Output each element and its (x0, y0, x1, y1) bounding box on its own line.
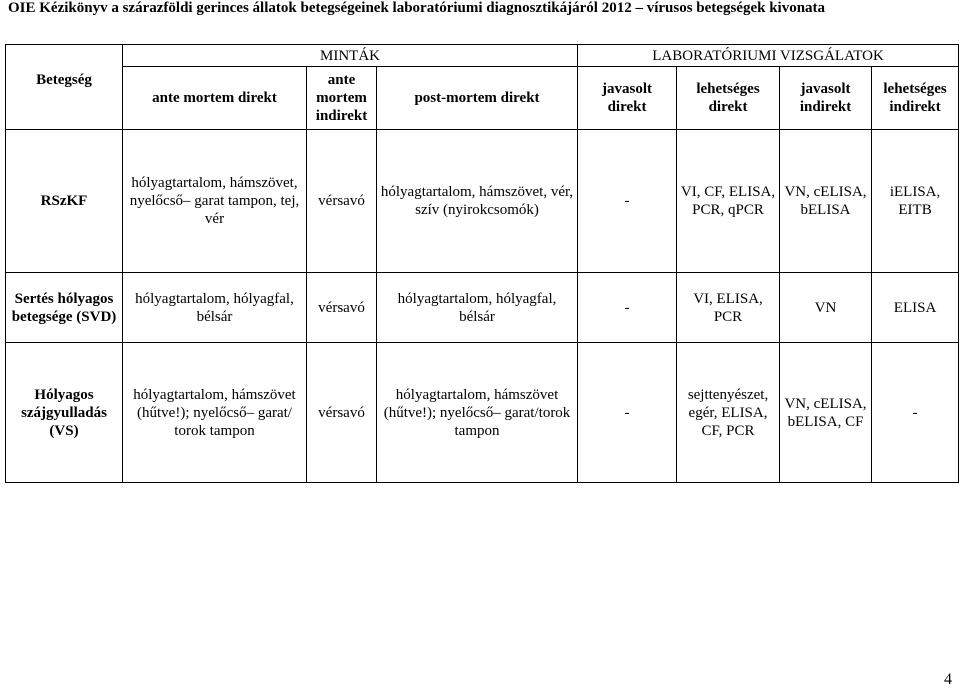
row-post-mortem-direct: hólyagtartalom, hámszövet (hűtve!); nyelőcső– garat/torok tampon (377, 343, 578, 483)
document-title: OIE Kézikönyv a szárazföldi gerinces állatok betegségeinek laboratóriumi diagnosztikájáról 2012 – vírusos betegségek kivonata (8, 0, 826, 16)
header-row-groups (6, 45, 959, 67)
header-recommended-indirect: javasolt indirekt (780, 67, 872, 130)
row-recommended-direct: - (578, 130, 677, 273)
row-recommended-indirect: VN, cELISA, bELISA (780, 130, 872, 273)
row-possible-indirect: - (872, 343, 959, 483)
page-number: 4 (944, 671, 952, 688)
header-row-columns (6, 67, 959, 130)
row-recommended-direct: - (578, 273, 677, 343)
row-post-mortem-direct: hólyagtartalom, hámszövet, vér, szív (nyirokcsomók) (377, 130, 578, 273)
header-lab-group: LABORATÓRIUMI VIZSGÁLATOK (578, 45, 959, 67)
diagnostics-table (5, 44, 959, 483)
row-possible-direct: sejttenyészet, egér, ELISA, CF, PCR (677, 343, 780, 483)
row-disease: RSzKF (6, 130, 123, 273)
row-possible-indirect: iELISA, EITB (872, 130, 959, 273)
row-ante-mortem-indirect: vérsavó (307, 130, 377, 273)
row-ante-mortem-direct: hólyagtartalom, hólyagfal, bélsár (123, 273, 307, 343)
row-possible-direct: VI, ELISA, PCR (677, 273, 780, 343)
header-possible-direct: lehetséges direkt (677, 67, 780, 130)
row-possible-direct: VI, CF, ELISA, PCR, qPCR (677, 130, 780, 273)
row-possible-indirect: ELISA (872, 273, 959, 343)
table-row (6, 343, 959, 483)
table-row (6, 273, 959, 343)
header-ante-mortem-indirect: ante mortem indirekt (307, 67, 377, 130)
row-disease: Sertés hólyagos betegsége (SVD) (6, 273, 123, 343)
row-post-mortem-direct: hólyagtartalom, hólyagfal, bélsár (377, 273, 578, 343)
row-disease: Hólyagos szájgyulladás (VS) (6, 343, 123, 483)
row-ante-mortem-direct: hólyagtartalom, hámszövet, nyelőcső– garat tampon, tej, vér (123, 130, 307, 273)
header-possible-indirect: lehetséges indirekt (872, 67, 959, 130)
row-ante-mortem-direct: hólyagtartalom, hámszövet (hűtve!); nyelőcső– garat/ torok tampon (123, 343, 307, 483)
header-post-mortem-direct: post-mortem direkt (377, 67, 578, 130)
header-disease: Betegség (6, 45, 123, 130)
header-ante-mortem-direct: ante mortem direkt (123, 67, 307, 130)
row-recommended-direct: - (578, 343, 677, 483)
header-samples-group: MINTÁK (123, 45, 578, 67)
row-ante-mortem-indirect: vérsavó (307, 343, 377, 483)
row-recommended-indirect: VN, cELISA, bELISA, CF (780, 343, 872, 483)
row-ante-mortem-indirect: vérsavó (307, 273, 377, 343)
row-recommended-indirect: VN (780, 273, 872, 343)
table-row (6, 130, 959, 273)
header-recommended-direct: javasolt direkt (578, 67, 677, 130)
